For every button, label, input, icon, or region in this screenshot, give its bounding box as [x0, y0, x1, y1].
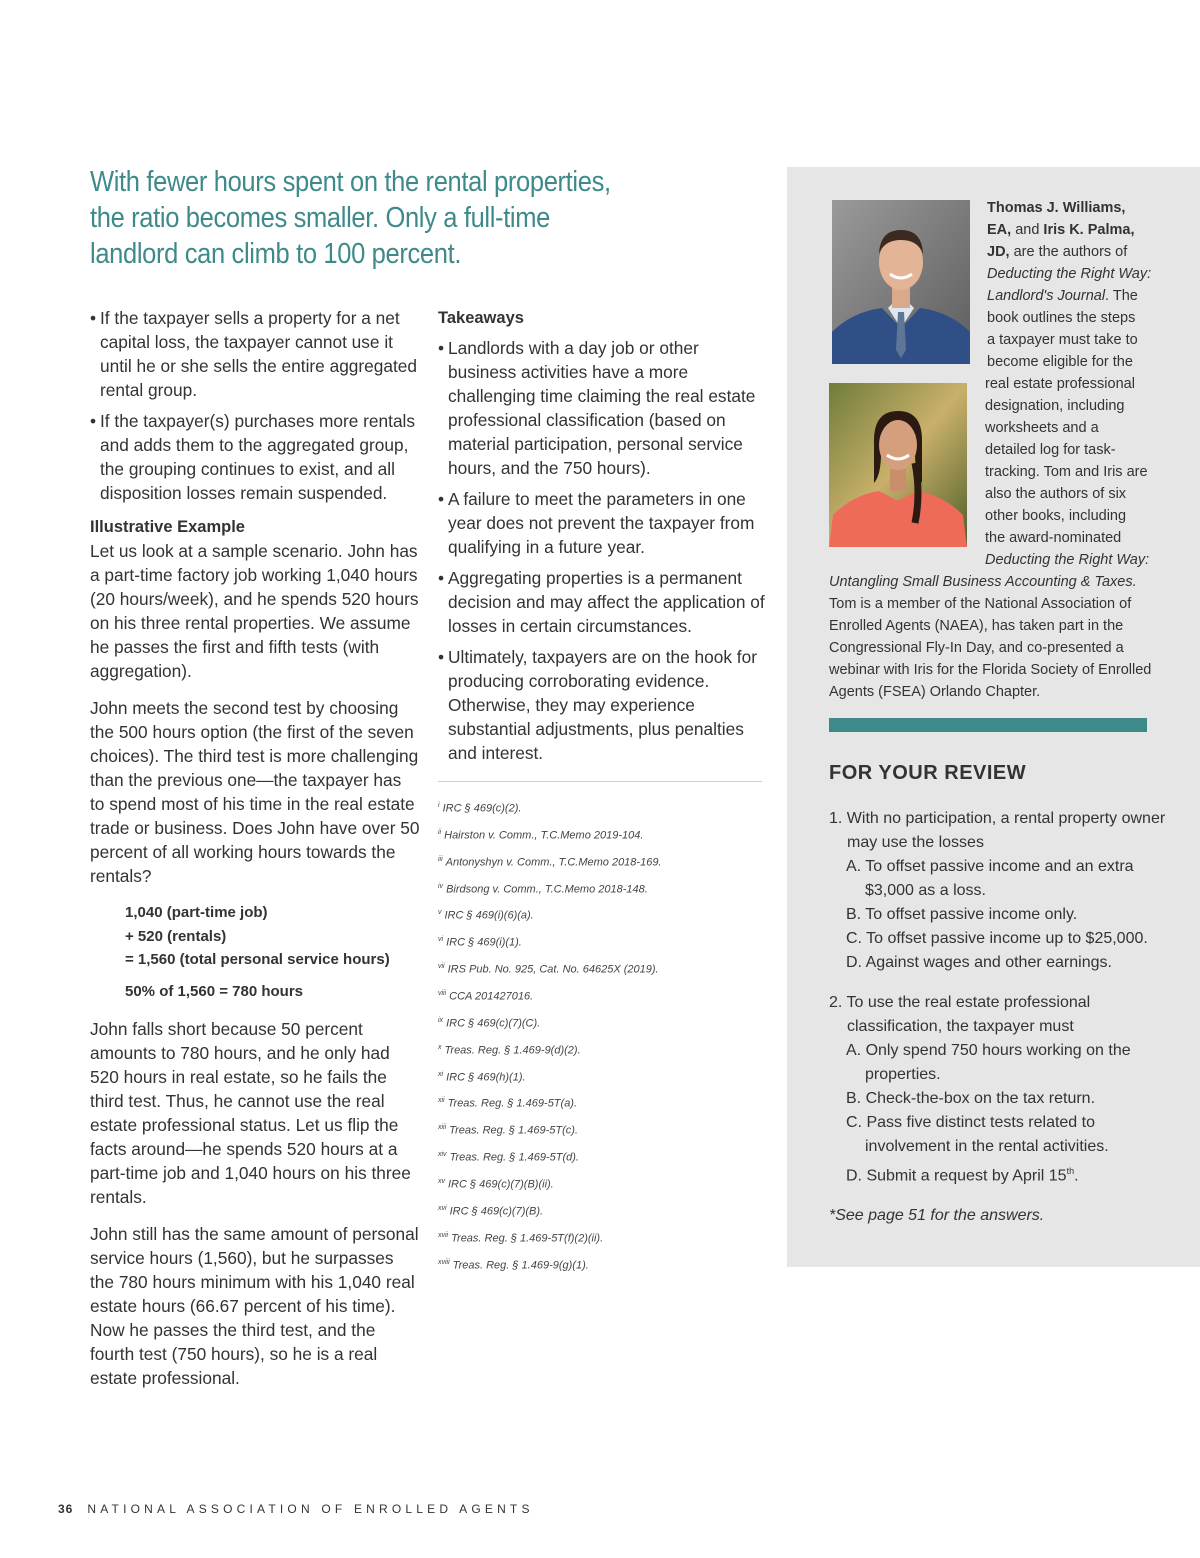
footnote: $^{xvii}$ Treas. Reg. § 1.469-5T(f)(2)(ii).	[438, 1231, 604, 1245]
calc-line: 1,040 (part-time job)	[125, 904, 268, 921]
answer-option: C. To offset passive income up to $25,000.	[846, 930, 1148, 947]
left-bullet-list	[90, 306, 420, 505]
answer-option: B. To offset passive income only.	[846, 906, 1078, 923]
answer-option: C. Pass five distinct tests related to involvement in the rental activities.	[846, 1114, 1109, 1155]
list-item: • If the taxpayer sells a property for a net capital loss, the taxpayer cannot use it until he or she sells the entire aggregated rental group.	[90, 306, 420, 402]
question-text: 2. To use the real estate professional classification, the taxpayer must	[829, 994, 1091, 1035]
example-paragraph: John falls short because 50 percent amounts to 780 hours, and he only had 520 hours in real estate, so he fails the third test. Thus, he cannot use the real estate professional status. Let us flip the facts around—he spends 520 hours at a part-time job and 1,040 hours on his three rentals.	[90, 1019, 411, 1207]
answers-note: *See page 51 for the answers.	[829, 1207, 1045, 1225]
bio-tail: Tom is a member of the National Association of Enrolled Agents (NAEA), has taken part in the Congressional Fly-In Day, and co-presented a webinar with Iris for the Florida Society of Enrolled Agents (FSEA) Orlando Chapter.	[829, 596, 1152, 700]
answer-option: B. Check-the-box on the tax return.	[846, 1090, 1096, 1107]
page-footer	[58, 1502, 534, 1516]
footnote: $^x$ Treas. Reg. § 1.469-9(d)(2).	[438, 1043, 581, 1057]
answer-option: A. Only spend 750 hours working on the properties.	[846, 1042, 1131, 1083]
review-question-1	[829, 807, 1169, 975]
footnote: $^i$ IRC § 469(c)(2).	[438, 802, 522, 815]
footnote: $^{iv}$ Birdsong v. Comm., T.C.Memo 2018-148.	[438, 882, 648, 896]
footnote: $^{xv}$ IRC § 469(c)(7)(B)(ii).	[438, 1178, 554, 1191]
left-column	[90, 306, 420, 1403]
list-item: • If the taxpayer(s) purchases more rentals and adds them to the aggregated group, the grouping continues to exist, and all disposition losses remain suspended.	[90, 409, 420, 505]
hours-calculation	[125, 901, 420, 1003]
review-questions	[829, 807, 1169, 1228]
review-question-2	[829, 991, 1169, 1188]
takeaways-heading: Takeaways	[438, 309, 524, 327]
list-item: • Ultimately, taxpayers are on the hook for producing corroborating evidence. Otherwise, they may experience substantial adjustments, plus penalties and interest.	[438, 645, 766, 765]
author-bio: Thomas J. Williams, EA, and Iris K. Palma, JD, are the authors of Deducting the Right Way: Landlord's Journal. The book outlines the steps a taxpayer must take to become eligible for the real estate professional designation, including worksheets and a detailed log for task- tracking. Tom and Iris are also the authors of six other books, including the award-nominated Deducting the Right Way: Untangling Small Business Accounting & Taxes. Tom is a member of the National Association of Enrolled Agents (NAEA), has taken part in the Congressional Fly-In Day, and co-presented a webinar with Iris for the Florida Society of Enrolled Agents (FSEA) Orlando Chapter.	[829, 197, 1159, 703]
page-number: 36	[58, 1502, 74, 1516]
book-title: Landlord's Journal	[987, 288, 1106, 304]
pull-quote: With fewer hours spent on the rental properties, the ratio becomes smaller. Only a full-time landlord can climb to 100 percent.	[90, 166, 611, 270]
calc-line: = 1,560 (total personal service hours)	[125, 951, 390, 968]
answer-option: A. To offset passive income and an extra $3,000 as a loss.	[846, 858, 1134, 899]
footnote: $^{xviii}$ Treas. Reg. § 1.469-9(g)(1).	[438, 1258, 589, 1272]
example-paragraph: Let us look at a sample scenario. John has a part-time factory job working 1,040 hours (20 hours/week), and he spends 520 hours on his three rental properties. We assume he passes the first and fifth tests (with aggregation).	[90, 541, 419, 681]
footnote: $^{vi}$ IRC § 469(i)(1).	[438, 936, 522, 949]
footnotes-list	[438, 794, 766, 1277]
footnote: $^{xiii}$ Treas. Reg. § 1.469-5T(c).	[438, 1124, 578, 1137]
footnote: $^{xi}$ IRC § 469(h)(1).	[438, 1070, 526, 1084]
list-item: • Aggregating properties is a permanent decision and may affect the application of losses in certain circumstances.	[438, 566, 766, 638]
footnote: $^{vii}$ IRS Pub. No. 925, Cat. No. 64625X (2019).	[438, 963, 659, 976]
review-title: FOR YOUR REVIEW	[829, 762, 1027, 784]
footnote: $^{ii}$ Hairston v. Comm., T.C.Memo 2019-104.	[438, 828, 644, 842]
list-item: • Landlords with a day job or other business activities have a more challenging time claiming the real estate professional classification (based on material participation, personal service hours, and the 750 hours).	[438, 336, 766, 480]
book-title: Deducting the Right Way:	[987, 266, 1152, 282]
example-paragraph: John still has the same amount of personal service hours (1,560), but he surpasses the 780 hours minimum with his 1,040 real estate hours (66.67 percent of his time). Now he passes the third test, and the fourth test (750 hours), so he is a real estate professional.	[90, 1224, 419, 1388]
answer-option: D. Submit a request by April 15th.	[846, 1166, 1079, 1185]
footnote: $^{viii}$ CCA 201427016.	[438, 990, 534, 1003]
footnote: $^{iii}$ Antonyshyn v. Comm., T.C.Memo 2018-169.	[438, 855, 662, 869]
footnote: $^{xvi}$ IRC § 469(c)(7)(B).	[438, 1204, 544, 1218]
footnote: $^{xii}$ Treas. Reg. § 1.469-5T(a).	[438, 1097, 578, 1111]
middle-column	[438, 306, 766, 1277]
footnote: $^{xiv}$ Treas. Reg. § 1.469-5T(d).	[438, 1151, 579, 1164]
question-text: 1. With no participation, a rental property owner may use the losses	[829, 810, 1166, 851]
list-item: • A failure to meet the parameters in one year does not prevent the taxpayer from qualifying in a future year.	[438, 487, 766, 559]
takeaways-list	[438, 336, 766, 765]
footnote-divider	[438, 781, 762, 782]
book-title: Untangling Small Business Accounting & Taxes.	[829, 574, 1137, 590]
answer-option: D. Against wages and other earnings.	[846, 954, 1112, 971]
section-divider-bar	[829, 718, 1147, 732]
footnote: $^v$ IRC § 469(i)(6)(a).	[438, 909, 534, 923]
example-paragraph: John meets the second test by choosing the 500 hours option (the first of the seven choices). The third test is more challenging than the previous one—the taxpayer has to spend most of his time in the real estate trade or business. Does John have over 50 percent of all working hours towards the rentals?	[90, 698, 420, 886]
calc-line: + 520 (rentals)	[125, 927, 227, 945]
publication-name: NATIONAL ASSOCIATION OF ENROLLED AGENTS	[87, 1502, 534, 1516]
calc-result: 50% of 1,560 = 780 hours	[125, 982, 304, 1000]
book-title: Deducting the Right Way:	[985, 552, 1150, 568]
example-heading: Illustrative Example	[90, 518, 245, 536]
footnote: $^{ix}$ IRC § 469(c)(7)(C).	[438, 1016, 541, 1030]
